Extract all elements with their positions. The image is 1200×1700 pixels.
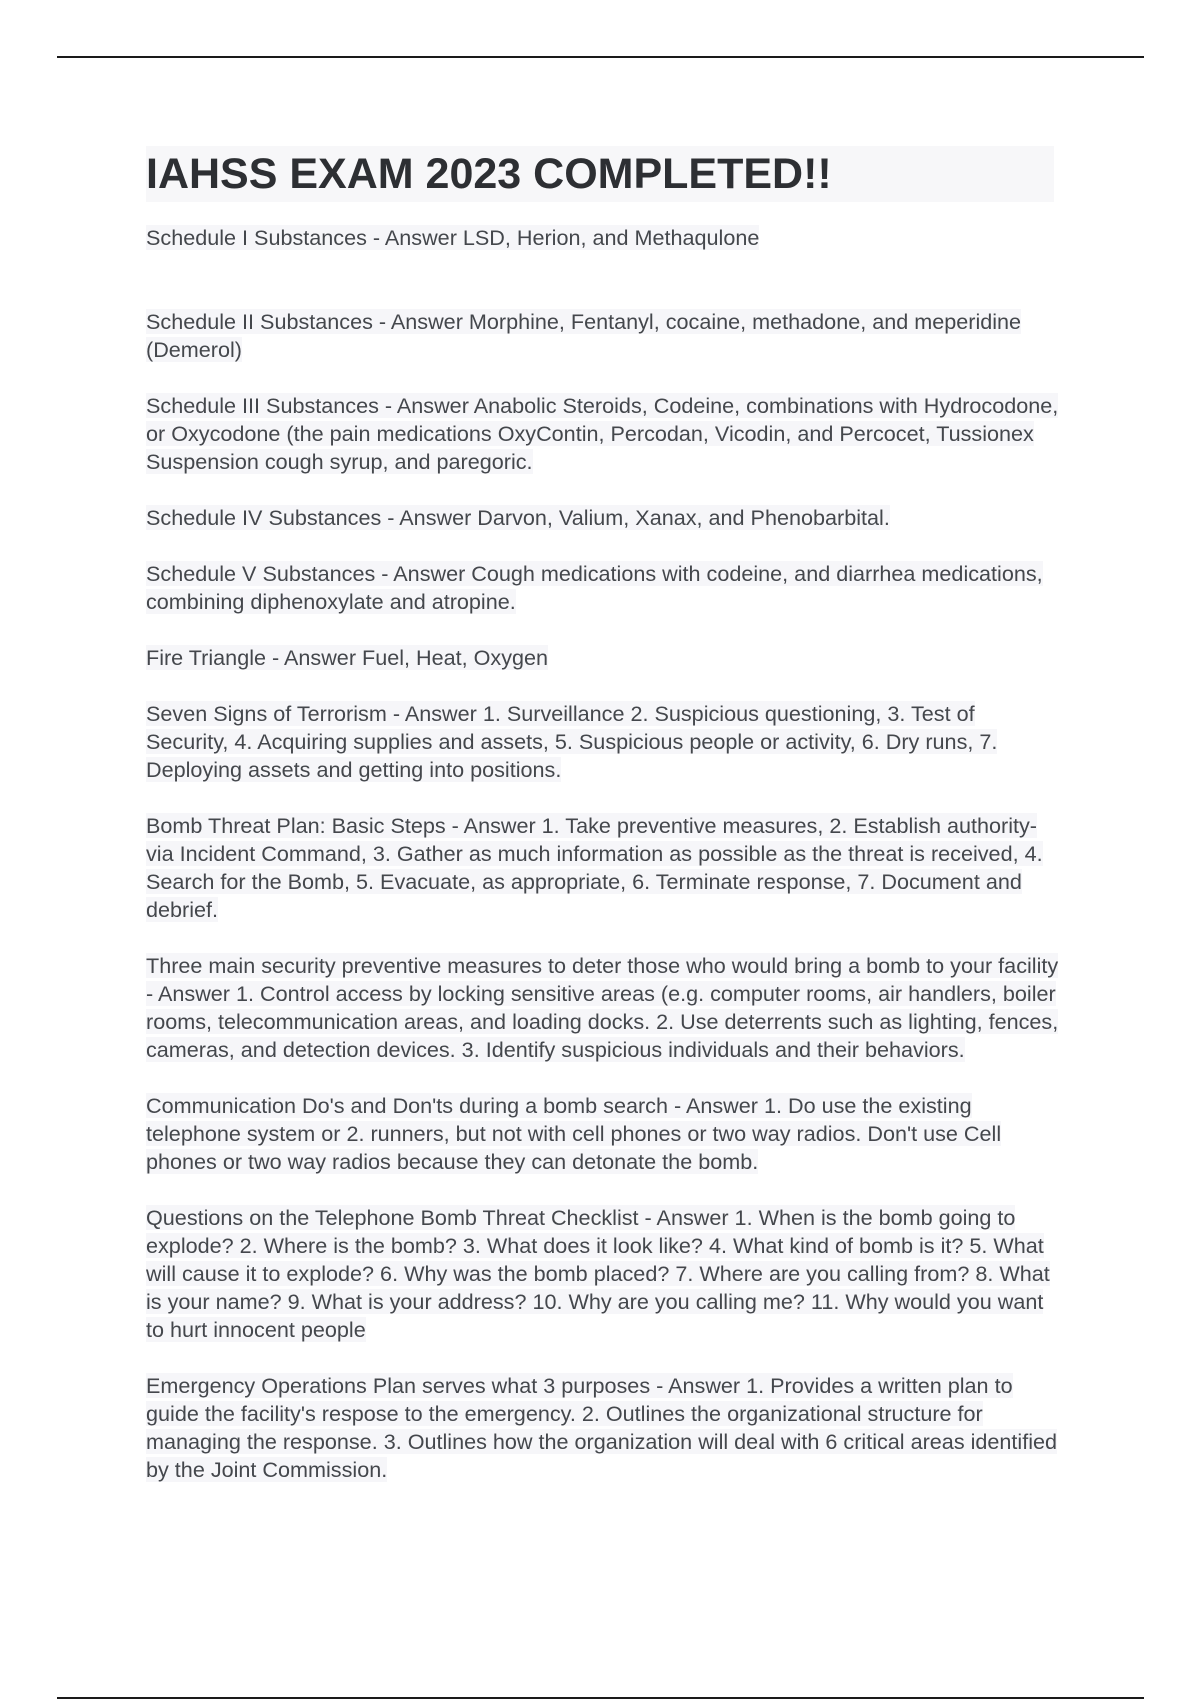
page-title: IAHSS EXAM 2023 COMPLETED!! [146,149,832,198]
qa-list [146,224,1062,1484]
qa-item-text: Schedule II Substances - Answer Morphine, Fentanyl, cocaine, methadone, and meperidine (Demerol) [146,309,1022,362]
qa-item-text: Three main security preventive measures to deter those who would bring a bomb to your facility - Answer 1. Control access by locking sensitive areas (e.g. computer rooms, air handlers, boiler rooms, telecommunication areas, and loading docks. 2. Use deterrents such as lighting, fences, cameras, and detection devices. 3. Identify suspicious individuals and their behaviors. [146,953,1059,1062]
qa-item [146,392,1062,476]
qa-item-text: Communication Do's and Don'ts during a bomb search - Answer 1. Do use the existing telephone system or 2. runners, but not with cell phones or two way radios. Don't use Cell phones or two way radios because they can detonate the bomb. [146,1093,1002,1174]
qa-item [146,224,1062,252]
bottom-rule [57,1697,1144,1699]
qa-item [146,952,1062,1064]
qa-item [146,560,1062,616]
qa-item [146,700,1062,784]
qa-item-text: Questions on the Telephone Bomb Threat Checklist - Answer 1. When is the bomb going to explode? 2. Where is the bomb? 3. What does it look like? 4. What kind of bomb is it? 5. What will cause it to explode? 6. Why was the bomb placed? 7. Where are you calling from? 8. What is your name? 9. What is your address? 10. Why are you calling me? 11. Why would you want to hurt innocent people [146,1205,1050,1342]
qa-item-text: Schedule V Substances - Answer Cough medications with codeine, and diarrhea medications, combining diphenoxylate and atropine. [146,561,1043,614]
qa-item [146,504,1062,532]
top-rule [57,56,1144,58]
qa-item [146,1372,1062,1484]
document-body [146,146,1062,1512]
qa-item [146,1092,1062,1176]
qa-item [146,308,1062,364]
qa-item-text: Fire Triangle - Answer Fuel, Heat, Oxygen [146,645,549,670]
qa-item-text: Bomb Threat Plan: Basic Steps - Answer 1. Take preventive measures, 2. Establish authority-via Incident Command, 3. Gather as much information as possible as the threat is received, 4. Search for the Bomb, 5. Evacuate, as appropriate, 6. Terminate response, 7. Document and debrief. [146,813,1043,922]
title-bar [146,146,1054,202]
qa-item-text: Schedule I Substances - Answer LSD, Herion, and Methaqulone [146,225,760,250]
qa-item-text: Emergency Operations Plan serves what 3 purposes - Answer 1. Provides a written plan to guide the facility's respose to the emergency. 2. Outlines the organizational structure for managing the response. 3. Outlines how the organization will deal with 6 critical areas identified by the Joint Commission. [146,1373,1058,1482]
qa-item-text: Schedule III Substances - Answer Anabolic Steroids, Codeine, combinations with Hydrocodone, or Oxycodone (the pain medications OxyContin, Percodan, Vicodin, and Percocet, Tussionex Suspension cough syrup, and paregoric. [146,393,1059,474]
qa-item [146,812,1062,924]
qa-item-text: Schedule IV Substances - Answer Darvon, Valium, Xanax, and Phenobarbital. [146,505,890,530]
qa-item-text: Seven Signs of Terrorism - Answer 1. Surveillance 2. Suspicious questioning, 3. Test of Security, 4. Acquiring supplies and assets, 5. Suspicious people or activity, 6. Dry runs, 7. Deploying assets and getting into positions. [146,701,998,782]
qa-item [146,1204,1062,1344]
qa-item [146,644,1062,672]
